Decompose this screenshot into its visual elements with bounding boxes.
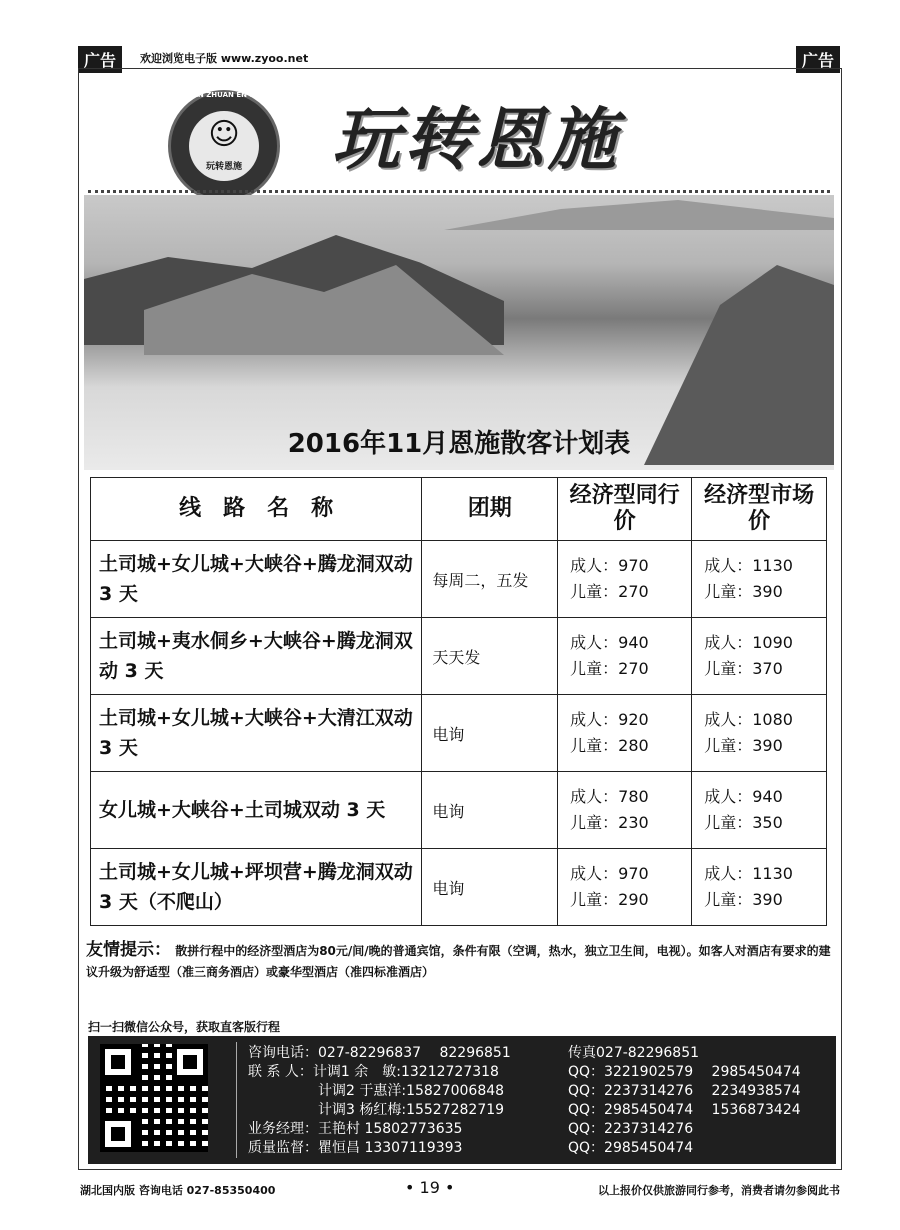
table-row bbox=[91, 695, 827, 772]
adult-price: 成人：970 bbox=[570, 864, 649, 883]
table-row bbox=[91, 772, 827, 849]
child-price: 儿童：270 bbox=[570, 659, 649, 678]
col-market-price: 经济型市场价 bbox=[692, 478, 827, 541]
tour-date: 电询 bbox=[422, 849, 558, 926]
adult-price: 成人：970 bbox=[570, 556, 649, 575]
smiley-icon: ☺ bbox=[208, 117, 240, 152]
contact-line: 计调2 于惠洋:15827006848 bbox=[248, 1083, 505, 1099]
schedule-title: 2016年11月恩施散客计划表 bbox=[287, 429, 631, 459]
peer-price bbox=[558, 849, 692, 926]
market-price bbox=[692, 772, 827, 849]
contact-line: 计调3 杨红梅:15527282719 bbox=[248, 1102, 505, 1118]
adult-price: 成人：1130 bbox=[704, 864, 793, 883]
child-price: 儿童：230 bbox=[570, 813, 649, 832]
market-price bbox=[692, 541, 827, 618]
route-name: 土司城+女儿城+大峡谷+腾龙洞双动 3 天 bbox=[91, 541, 422, 618]
adult-price: 成人：780 bbox=[570, 787, 649, 806]
logo-text: 玩转恩施 bbox=[205, 162, 242, 172]
peer-price bbox=[558, 695, 692, 772]
adult-price: 成人：1080 bbox=[704, 710, 793, 729]
col-peer-price: 经济型同行价 bbox=[558, 478, 692, 541]
market-price bbox=[692, 849, 827, 926]
page-number: • 19 • bbox=[405, 1178, 455, 1197]
peer-price bbox=[558, 618, 692, 695]
tour-date: 电询 bbox=[422, 695, 558, 772]
adult-price: 成人：940 bbox=[704, 787, 783, 806]
route-name: 土司城+女儿城+坪坝营+腾龙洞双动 3 天（不爬山） bbox=[91, 849, 422, 926]
table-row bbox=[91, 541, 827, 618]
divider bbox=[236, 1042, 237, 1158]
peer-price bbox=[558, 772, 692, 849]
qq-line: QQ：3221902579 2985450474 bbox=[568, 1064, 801, 1080]
child-price: 儿童：350 bbox=[704, 813, 783, 832]
qq-line: QQ：2985450474 1536873424 bbox=[568, 1102, 801, 1118]
route-name: 土司城+夷水侗乡+大峡谷+腾龙洞双动 3 天 bbox=[91, 618, 422, 695]
contact-line: 业务经理：王艳村 15802773635 bbox=[248, 1121, 463, 1137]
adult-price: 成人：1130 bbox=[704, 556, 793, 575]
logo-arc-text: WAN ZHUAN EN SHI bbox=[185, 91, 263, 99]
price-table bbox=[90, 477, 827, 926]
table-row bbox=[91, 849, 827, 926]
market-price bbox=[692, 695, 827, 772]
adult-price: 成人：940 bbox=[570, 633, 649, 652]
child-price: 儿童：370 bbox=[704, 659, 783, 678]
col-date: 团期 bbox=[422, 478, 558, 541]
tip-label: 友情提示： bbox=[86, 940, 171, 960]
friendly-tip bbox=[86, 940, 834, 983]
tour-date: 每周二，五发 bbox=[422, 541, 558, 618]
ad-tag-left: 广告 bbox=[78, 46, 122, 73]
qq-line: QQ：2237314276 2234938574 bbox=[568, 1083, 801, 1099]
adult-price: 成人：1090 bbox=[704, 633, 793, 652]
scan-hint: 扫一扫微信公众号，获取直客版行程 bbox=[88, 1020, 281, 1034]
col-route: 线 路 名 称 bbox=[91, 478, 422, 541]
adult-price: 成人：920 bbox=[570, 710, 649, 729]
qq-line: QQ：2237314276 bbox=[568, 1121, 694, 1137]
ad-tag-right: 广告 bbox=[796, 46, 840, 73]
child-price: 儿童：280 bbox=[570, 736, 649, 755]
brand-logo bbox=[168, 90, 280, 202]
footer-left: 湖北国内版 咨询电话 027-85350400 bbox=[80, 1184, 276, 1197]
tip-text: 散拼行程中的经济型酒店为80元/间/晚的普通宾馆，条件有限（空调，热水，独立卫生间，电视）。如客人对酒店有要求的建议升级为舒适型（准三商务酒店）或豪华型酒店（准四标准酒店） bbox=[86, 944, 831, 979]
divider bbox=[88, 190, 830, 193]
tour-date: 电询 bbox=[422, 772, 558, 849]
footer-right: 以上报价仅供旅游同行参考，消费者请勿参阅此书 bbox=[598, 1184, 840, 1197]
brand-title: 玩转恩施 bbox=[332, 101, 621, 180]
peer-price bbox=[558, 541, 692, 618]
table-row bbox=[91, 618, 827, 695]
contact-line: 联 系 人：计调1 余 敏:13212727318 bbox=[248, 1064, 499, 1080]
child-price: 儿童：390 bbox=[704, 582, 783, 601]
child-price: 儿童：290 bbox=[570, 890, 649, 909]
child-price: 儿童：270 bbox=[570, 582, 649, 601]
route-name: 女儿城+大峡谷+土司城双动 3 天 bbox=[91, 772, 422, 849]
contact-panel bbox=[88, 1036, 836, 1164]
contact-line: 质量监督：瞿恒昌 13307119393 bbox=[248, 1140, 463, 1156]
market-price bbox=[692, 618, 827, 695]
qr-code-icon[interactable] bbox=[100, 1044, 208, 1152]
contact-line: 咨询电话：027-82296837 82296851 bbox=[248, 1045, 511, 1061]
site-url[interactable]: 欢迎浏览电子版 www.zyoo.net bbox=[140, 52, 309, 65]
logo-inner bbox=[189, 111, 259, 181]
banner-photo bbox=[84, 195, 834, 470]
qq-line: QQ：2985450474 bbox=[568, 1140, 694, 1156]
route-name: 土司城+女儿城+大峡谷+大清江双动 3 天 bbox=[91, 695, 422, 772]
child-price: 儿童：390 bbox=[704, 736, 783, 755]
tour-date: 天天发 bbox=[422, 618, 558, 695]
fax-line: 传真027-82296851 bbox=[568, 1045, 700, 1061]
child-price: 儿童：390 bbox=[704, 890, 783, 909]
